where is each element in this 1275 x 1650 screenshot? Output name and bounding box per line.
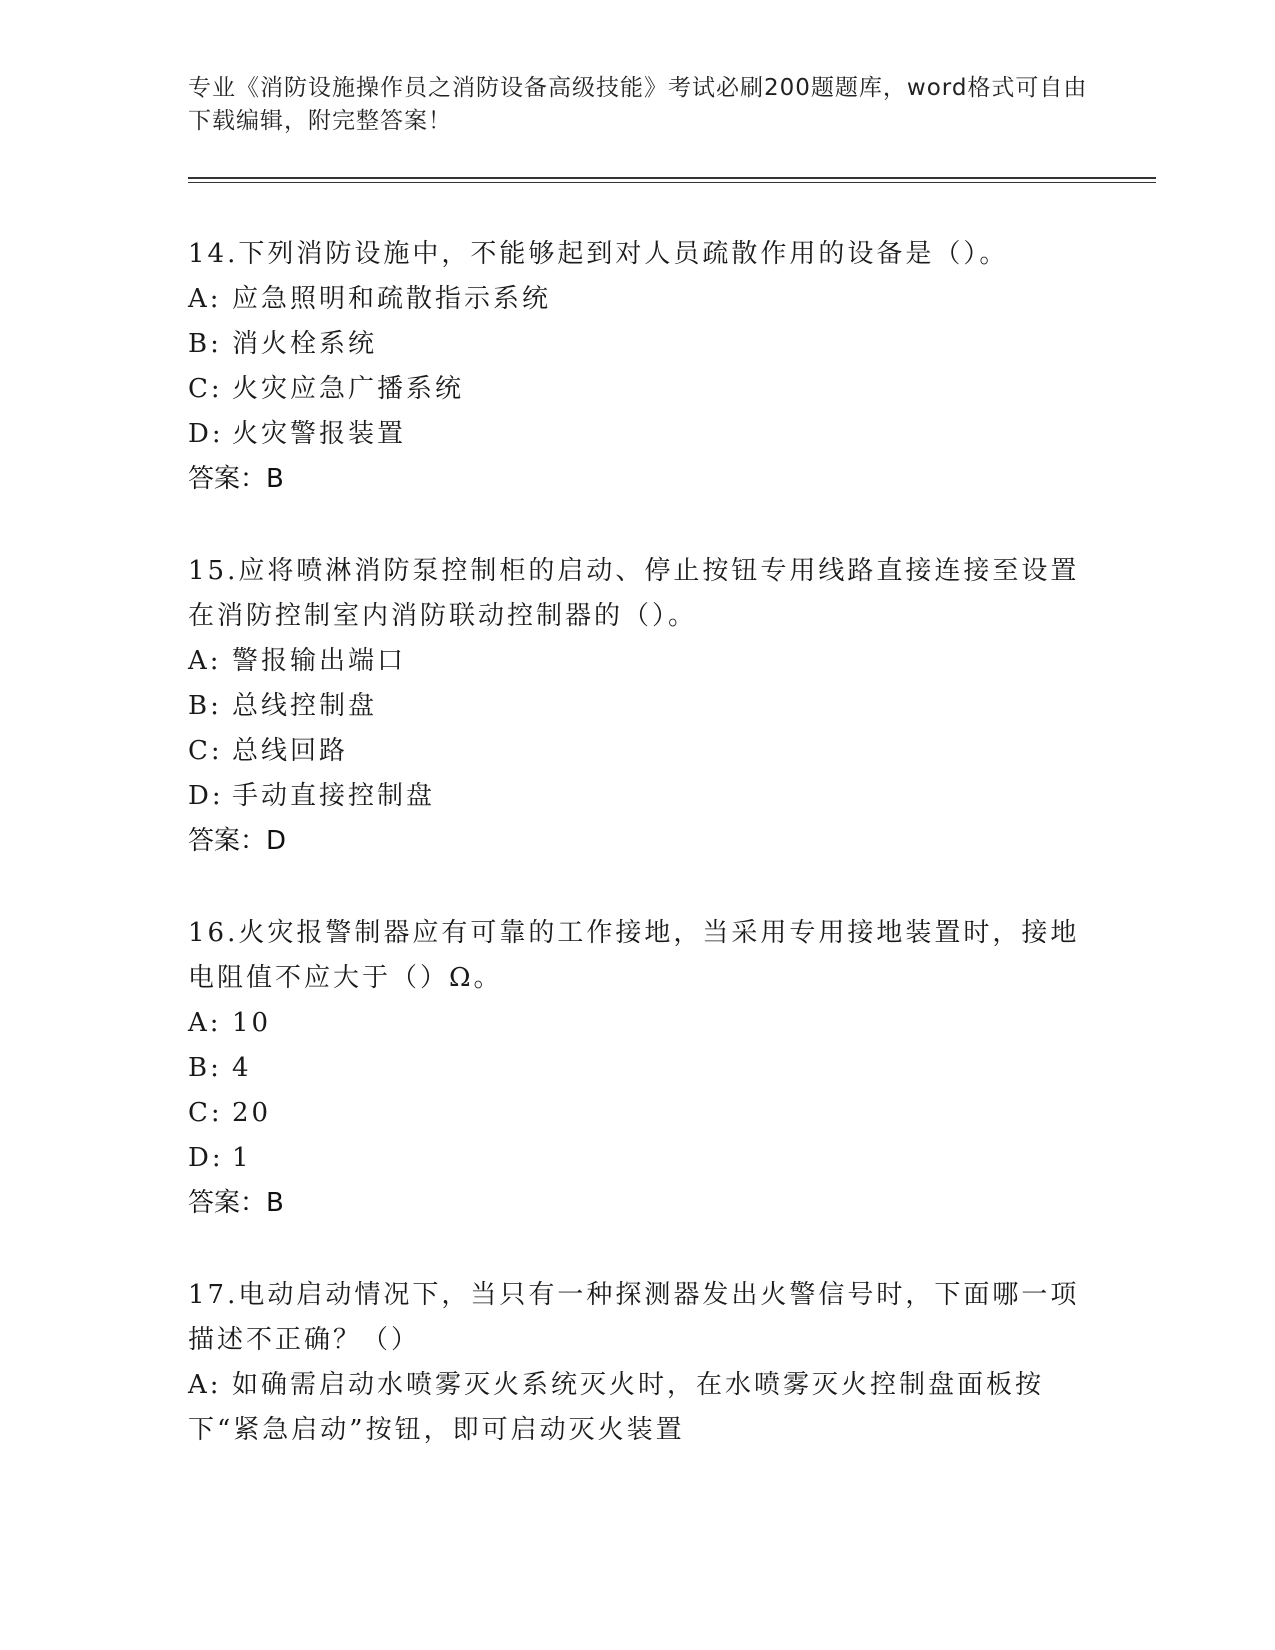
question-16: [188, 911, 1088, 1226]
option-letter: A:: [188, 1370, 222, 1400]
option-c: [188, 367, 1088, 412]
option-text: 应急照明和疏散指示系统: [232, 284, 552, 314]
option-letter: B:: [188, 329, 222, 359]
document-header: 专业《消防设施操作员之消防设备高级技能》考试必刷200题题库，word格式可自由下载编辑，附完整答案！: [188, 75, 1088, 134]
option-letter: D:: [188, 1143, 224, 1173]
option-letter: C:: [188, 736, 223, 766]
option-d: [188, 412, 1088, 457]
option-text: 4: [232, 1053, 252, 1083]
question-stem: 14.下列消防设施中，不能够起到对人员疏散作用的设备是（）。: [188, 239, 1009, 269]
option-b: [188, 1046, 1088, 1091]
option-letter: A:: [188, 646, 222, 676]
option-d: [188, 774, 1088, 819]
question-14: [188, 232, 1088, 502]
option-text: 1: [232, 1143, 252, 1173]
option-letter: A:: [188, 284, 222, 314]
question-17: [188, 1273, 1088, 1453]
option-letter: A:: [188, 1008, 222, 1038]
option-text: 手动直接控制盘: [232, 781, 436, 811]
option-a: [188, 639, 1088, 684]
header-divider: [188, 177, 1156, 183]
question-stem: 16.火灾报警制器应有可靠的工作接地，当采用专用接地装置时，接地电阻值不应大于（）Ω。: [188, 918, 1080, 993]
option-text: 20: [232, 1098, 272, 1128]
option-a: [188, 1363, 1088, 1453]
option-letter: B:: [188, 1053, 222, 1083]
option-c: [188, 729, 1088, 774]
option-text: 总线控制盘: [232, 691, 378, 721]
option-letter: C:: [188, 1098, 223, 1128]
option-b: [188, 322, 1088, 367]
option-text: 10: [232, 1008, 272, 1038]
option-text: 消火栓系统: [232, 329, 378, 359]
answer-line: 答案：B: [188, 464, 284, 494]
option-text: 如确需启动水喷雾灭火系统灭火时，在水喷雾灭火控制盘面板按下“紧急启动”按钮，即可启动灭火装置: [188, 1370, 1045, 1445]
option-text: 火灾警报装置: [232, 419, 407, 449]
question-stem: 15.应将喷淋消防泵控制柜的启动、停止按钮专用线路直接连接至设置在消防控制室内消防联动控制器的（）。: [188, 556, 1080, 631]
option-letter: C:: [188, 374, 223, 404]
option-text: 警报输出端口: [232, 646, 407, 676]
option-a: [188, 1001, 1088, 1046]
question-15: [188, 549, 1088, 864]
answer-line: 答案：B: [188, 1188, 284, 1218]
option-letter: B:: [188, 691, 222, 721]
option-b: [188, 684, 1088, 729]
answer-line: 答案：D: [188, 826, 287, 856]
option-c: [188, 1091, 1088, 1136]
option-d: [188, 1136, 1088, 1181]
option-text: 火灾应急广播系统: [232, 374, 465, 404]
option-letter: D:: [188, 419, 224, 449]
question-list: [188, 232, 1088, 1500]
option-letter: D:: [188, 781, 224, 811]
option-a: [188, 277, 1088, 322]
question-stem: 17.电动启动情况下，当只有一种探测器发出火警信号时，下面哪一项描述不正确？（）: [188, 1280, 1080, 1355]
option-text: 总线回路: [232, 736, 349, 766]
